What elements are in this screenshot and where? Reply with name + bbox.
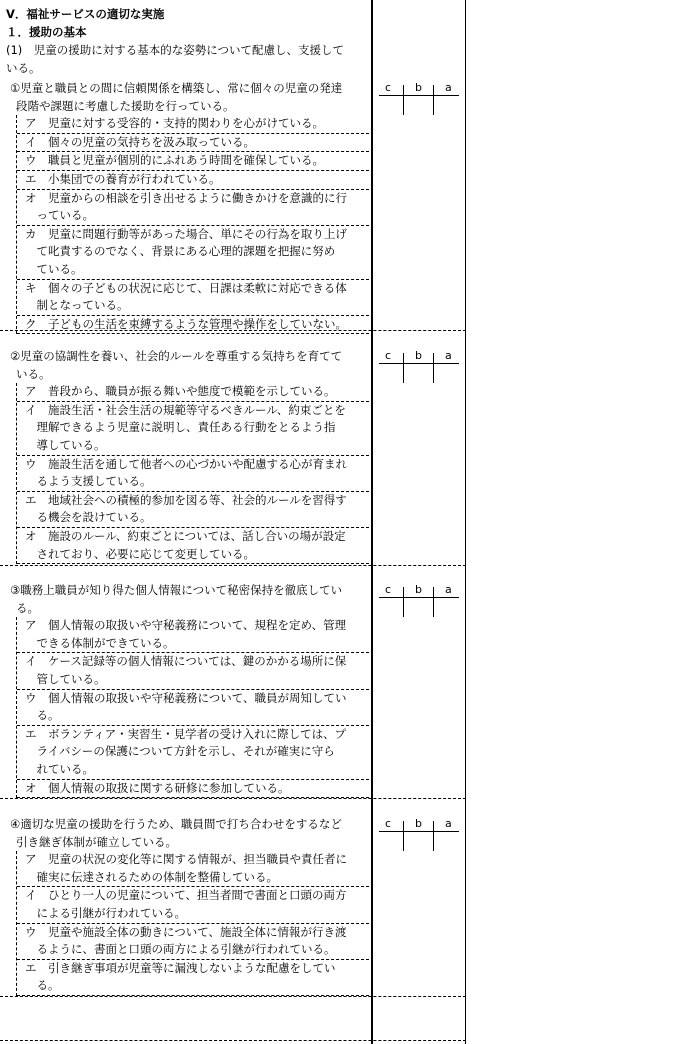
- checklist-row: [17, 171, 369, 190]
- checklist-row-text: るように、書面と口頭の両方による引継が行われている。: [25, 942, 336, 957]
- rating-option-c[interactable]: c: [385, 81, 392, 94]
- rating-tick: [403, 85, 404, 115]
- checklist-row: [17, 383, 369, 402]
- item-2-heading-line: ②児童の協調性を養い、社会的ルールを尊重する気持ちを育てて: [10, 349, 343, 363]
- checklist-row: [17, 190, 369, 226]
- checklist-row-text: 確実に伝達されるための体制を整備している。: [25, 869, 278, 884]
- checklist-row-text: て叱責するのでなく、背景にある心理的課題を把握に努め: [25, 244, 336, 259]
- rating-scale-1[interactable]: [379, 82, 459, 118]
- rating-option-a[interactable]: a: [445, 817, 452, 830]
- column-divider-rating: [465, 0, 466, 1044]
- checklist-row-text: 制となっている。: [25, 298, 129, 313]
- rating-tick: [433, 85, 434, 115]
- rating-option-b[interactable]: b: [415, 349, 422, 362]
- checklist-row: [17, 528, 369, 564]
- checklist-row: [17, 402, 369, 456]
- checklist-row-text: ア 児童に対する受容的・支持的関わりを心がけている。: [25, 116, 324, 131]
- checklist-row-text: ウ 職員と児童が個別的にふれあう時間を確保している。: [25, 153, 324, 168]
- checklist-row-text: オ 個人情報の取扱に関する研修に参加している。: [25, 780, 290, 795]
- checklist-row: [17, 280, 369, 316]
- rating-tick: [403, 821, 404, 851]
- rating-option-c[interactable]: c: [385, 349, 392, 362]
- checklist-row: [17, 780, 369, 799]
- checklist-row-text: キ 個々の子どもの状況に応じて、日課は柔軟に対応できる体: [25, 280, 347, 295]
- checklist-row-text: できる体制ができている。: [25, 635, 175, 650]
- rating-axis: [379, 831, 459, 832]
- rating-option-b[interactable]: b: [415, 583, 422, 596]
- checklist-row-text: る機会を設けている。: [25, 510, 152, 525]
- checklist-row-text: 理解できるよう児童に説明し、責任ある行動をとるよう指: [25, 420, 336, 435]
- checklist-row-text: るよう支援している。: [25, 474, 152, 489]
- rating-option-a[interactable]: a: [445, 349, 452, 362]
- item-3-heading-line: る。: [16, 600, 39, 615]
- item-2-heading-line: いる。: [16, 366, 51, 381]
- checklist-row-text: ウ 個人情報の取扱いや守秘義務について、職員が周知してい: [25, 690, 347, 705]
- checklist-row-text: イ ケース記録等の個人情報については、鍵のかかる場所に保: [25, 654, 347, 669]
- item-4-heading-line: 引き継ぎ体制が確立している。: [16, 834, 177, 849]
- rating-tick: [403, 587, 404, 617]
- checklist-row-text: イ 施設生活・社会生活の規範等守るべきルール、約束ごとを: [25, 402, 346, 417]
- checklist-row-text: エ ボランティア・実習生・見学者の受け入れに際しては、プ: [25, 726, 347, 741]
- checklist-row-text: カ 児童に問題行動等があった場合、単にその行為を取り上げ: [25, 226, 347, 241]
- table-bottom-border: [0, 1040, 466, 1041]
- checklist-row: [17, 617, 369, 653]
- item-3-heading-line: ③職務上職員が知り得た個人情報について秘密保持を徹底してい: [10, 583, 343, 597]
- checklist-row-text: ライバシーの保護について方針を示し、それが確実に守ら: [25, 744, 335, 759]
- checklist-row-text: る。: [25, 978, 60, 993]
- category-line-2: いる。: [6, 61, 41, 75]
- rating-option-b[interactable]: b: [415, 81, 422, 94]
- checklist-row: [17, 887, 369, 923]
- checklist-row-text: エ 小集団での養育が行われている。: [25, 171, 221, 186]
- checklist-row: [17, 851, 369, 887]
- checklist-row-text: されており、必要に応じて変更している。: [25, 546, 255, 561]
- item-separator: [0, 565, 466, 566]
- rating-scale-3[interactable]: [379, 584, 459, 620]
- checklist-row-text: ア 児童の状況の変化等に関する情報が、担当職員や責任者に: [25, 852, 347, 867]
- checklist-row-text: エ 引き継ぎ事項が児童等に漏洩しないような配慮をしてい: [25, 960, 336, 975]
- item-separator: [0, 798, 466, 799]
- rating-option-a[interactable]: a: [445, 583, 452, 596]
- item-1-heading-line: 段階や課題に考慮した援助を行っている。: [16, 98, 235, 113]
- checklist-row-text: イ ひとり一人の児童について、担当者間で書面と口頭の両方: [25, 888, 347, 903]
- checklist-row-text: エ 地域社会への積極的参加を図る等、社会的ルールを習得す: [25, 492, 347, 507]
- rating-tick: [403, 353, 404, 383]
- item-1-heading-line: ①児童と職員との間に信頼関係を構築し、常に個々の児童の発達: [10, 81, 343, 95]
- category-line-1: (1) 児童の援助に対する基本的な姿勢について配慮し、支援して: [6, 43, 345, 57]
- checklist-row: [17, 960, 369, 996]
- checklist-row: [17, 924, 369, 960]
- checklist-row: [17, 316, 369, 335]
- rating-tick: [433, 821, 434, 851]
- checklist-row-text: オ 児童からの相談を引き出せるように働きかけを意識的に行: [25, 190, 347, 205]
- checklist-row-text: 導している。: [25, 437, 106, 452]
- checklist-row-text: ウ 児童や施設全体の動きについて、施設全体に情報が行き渡: [25, 924, 347, 939]
- checklist-row-text: ク 子どもの生活を束縛するような管理や操作をしていない。: [25, 316, 347, 331]
- checklist-row: [17, 115, 369, 134]
- checklist-row-text: による引継が行われている。: [25, 905, 186, 920]
- checklist-row-text: る。: [25, 708, 60, 723]
- checklist-row: [17, 726, 369, 780]
- column-divider-main: [371, 0, 373, 1044]
- checklist-row: [17, 690, 369, 726]
- rating-option-a[interactable]: a: [445, 81, 452, 94]
- checklist-row: [17, 152, 369, 171]
- checklist-row: [17, 456, 369, 492]
- checklist-row: [17, 134, 369, 153]
- rating-option-c[interactable]: c: [385, 817, 392, 830]
- rating-option-b[interactable]: b: [415, 817, 422, 830]
- subsection-title: １．援助の基本: [6, 25, 87, 39]
- checklist-row-text: ウ 施設生活を通して他者への心づかいや配慮する心が育まれ: [25, 456, 347, 471]
- rating-scale-4[interactable]: [379, 818, 459, 854]
- item-separator: [0, 996, 466, 997]
- rating-tick: [433, 587, 434, 617]
- checklist-row-text: オ 施設のルール、約束ごとについては、話し合いの場が設定: [25, 528, 346, 543]
- checklist-row: [17, 492, 369, 528]
- item-1-checklist: [16, 115, 369, 334]
- item-2-checklist: [16, 383, 369, 564]
- checklist-row-text: ている。: [25, 261, 83, 276]
- item-4-heading-line: ④適切な児童の援助を行うため、職員間で打ち合わせをするなど: [10, 817, 342, 831]
- rating-axis: [379, 597, 459, 598]
- section-title: Ⅴ．福祉サービスの適切な実施: [6, 7, 165, 21]
- rating-option-c[interactable]: c: [385, 583, 392, 596]
- checklist-row: [17, 653, 369, 689]
- rating-axis: [379, 363, 459, 364]
- rating-scale-2[interactable]: [379, 350, 459, 386]
- rating-axis: [379, 95, 459, 96]
- checklist-row-text: ア 個人情報の取扱いや守秘義務について、規程を定め、管理: [25, 618, 347, 633]
- checklist-row-text: れている。: [25, 761, 94, 776]
- rating-tick: [433, 353, 434, 383]
- item-4-checklist: [16, 851, 369, 996]
- checklist-row-text: ア 普段から、職員が振る舞いや態度で模範を示している。: [25, 384, 336, 399]
- item-separator: [0, 330, 466, 331]
- item-3-checklist: [16, 617, 369, 798]
- checklist-row-text: イ 個々の児童の気持ちを汲み取っている。: [25, 134, 255, 149]
- checklist-row-text: っている。: [25, 208, 94, 223]
- checklist-row: [17, 226, 369, 280]
- checklist-row-text: 管している。: [25, 671, 106, 686]
